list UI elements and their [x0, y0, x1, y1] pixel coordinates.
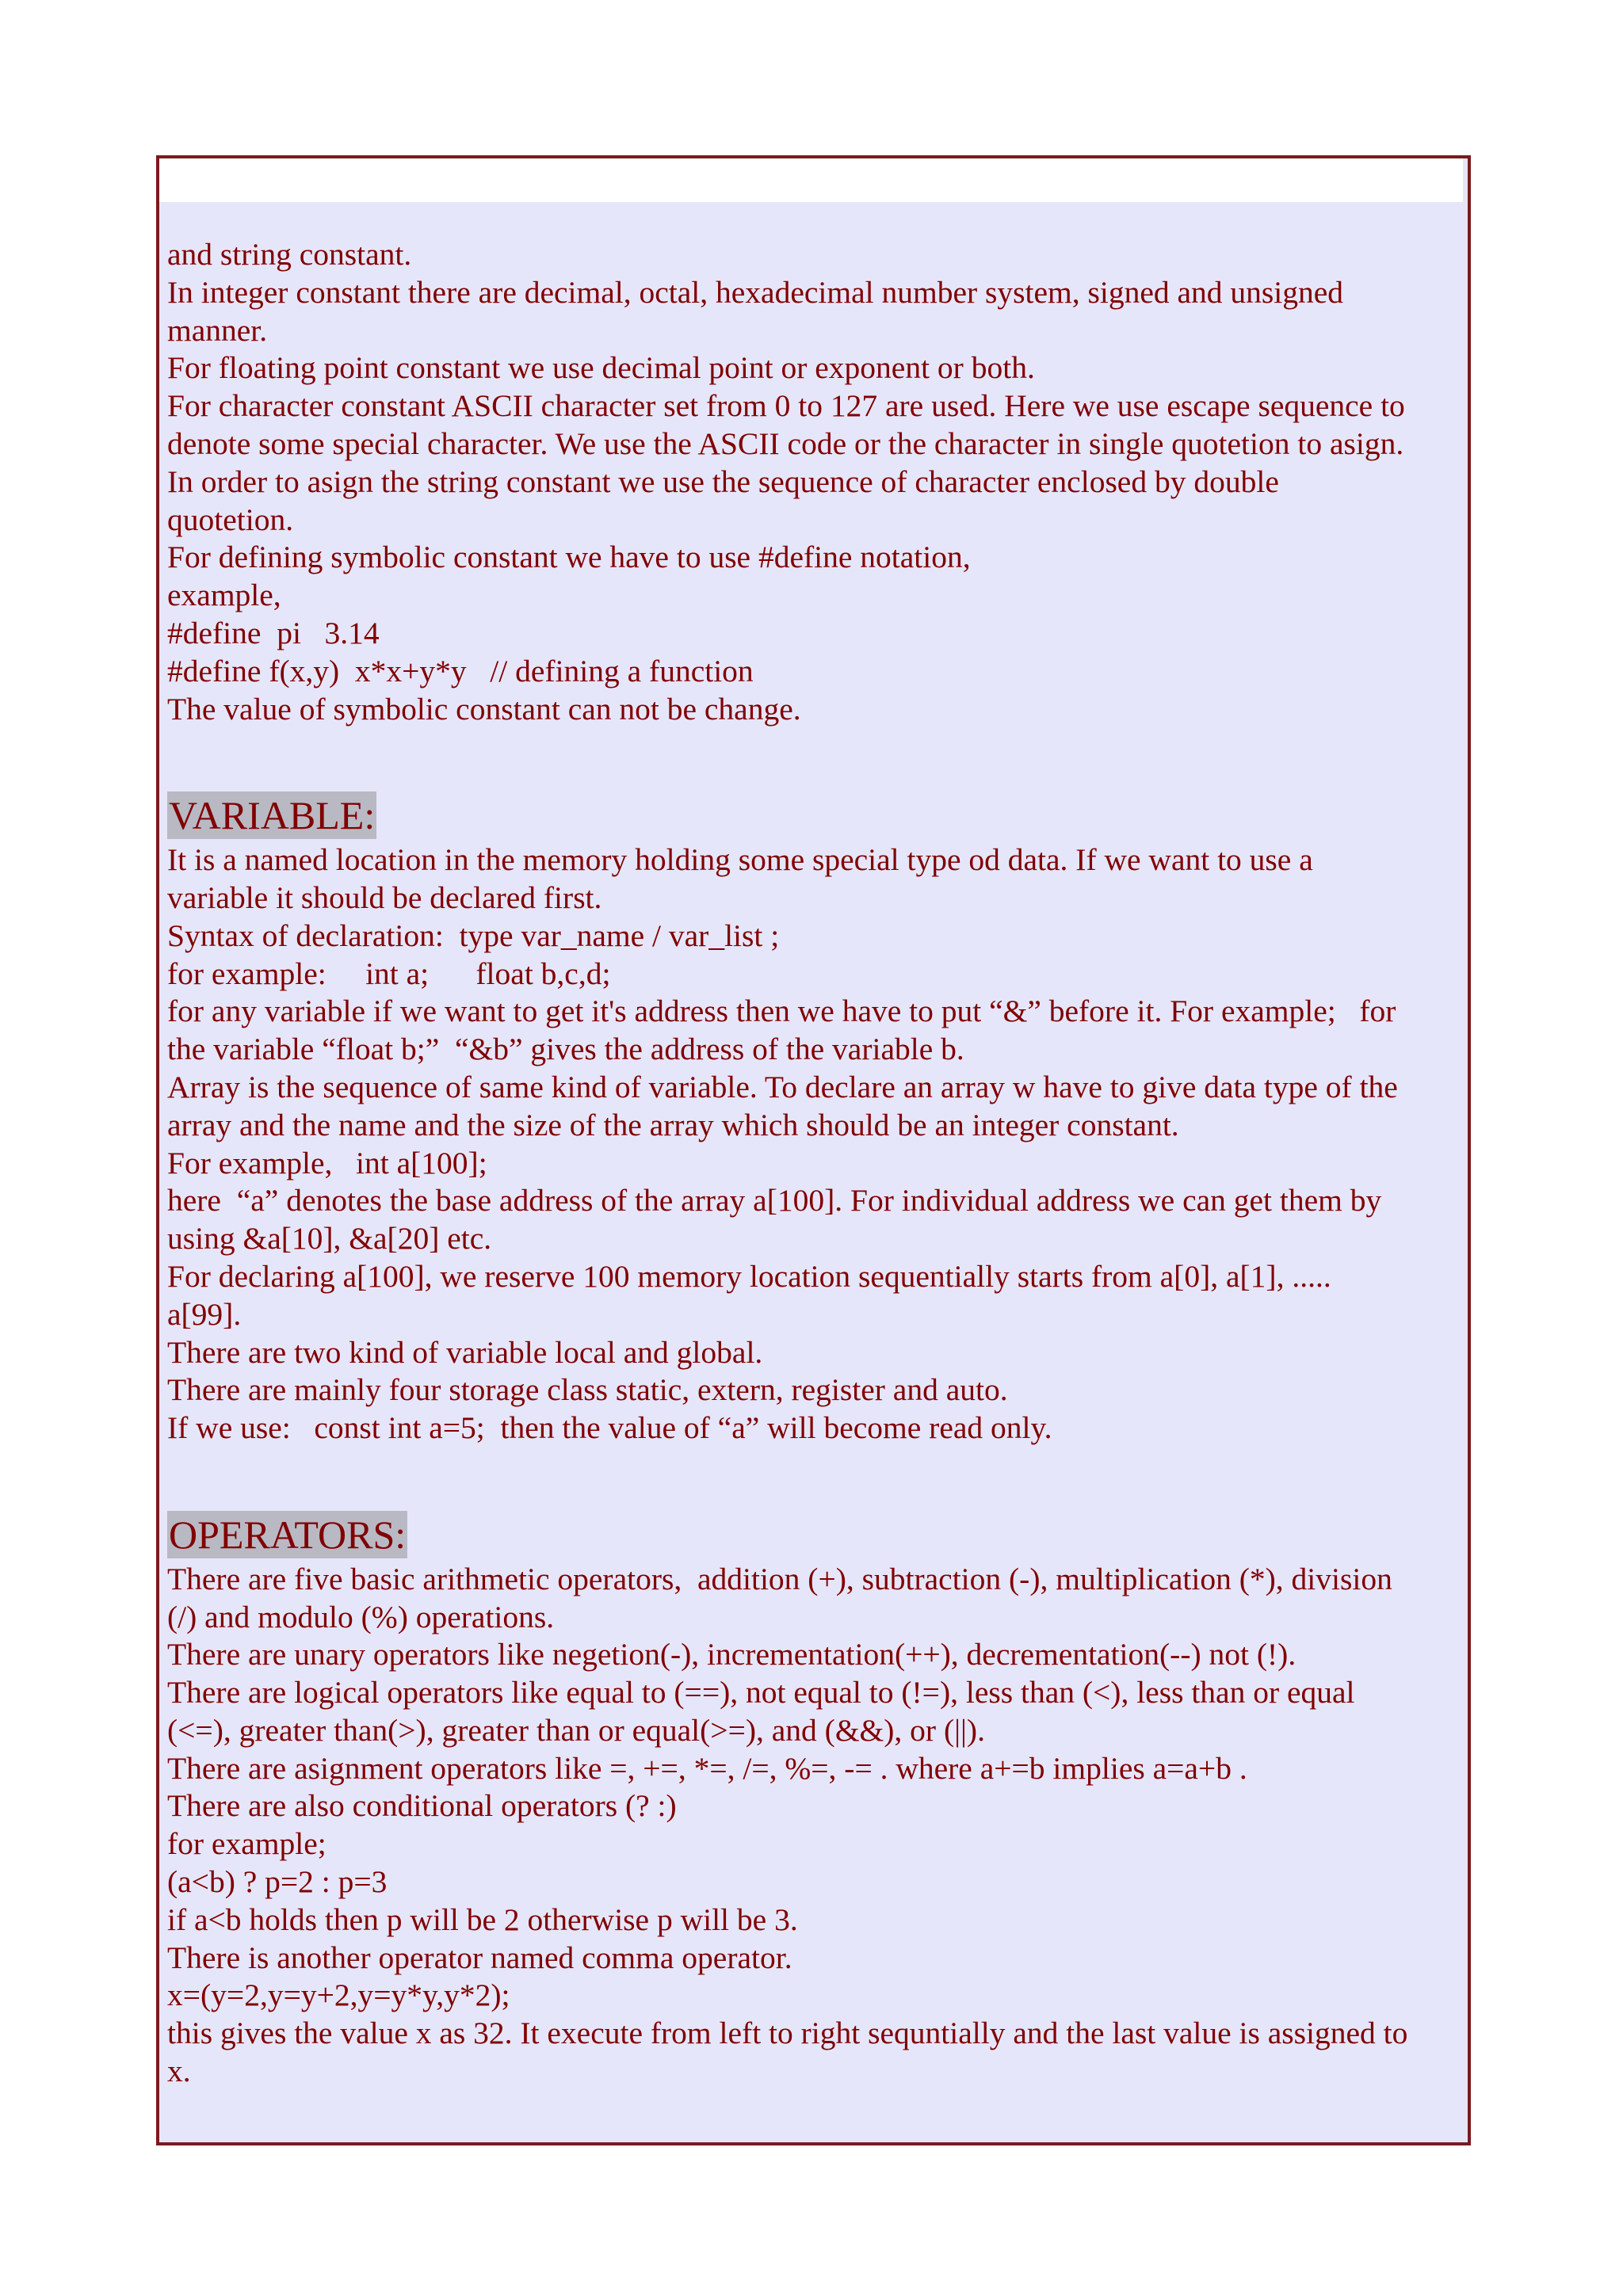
header-strip — [159, 158, 1463, 202]
text-line: array and the name and the size of the array which should be an integer constant. — [167, 1107, 1179, 1142]
text-line: a[99]. — [167, 1296, 242, 1332]
blank-line — [167, 1486, 1465, 1509]
text-line: example, — [167, 578, 281, 613]
blank-line — [167, 728, 1465, 766]
text-line: variable it should be declared first. — [167, 879, 602, 915]
text-line: For declaring a[100], we reserve 100 memory location sequentially starts from a[0], a[1], ..... — [167, 1258, 1331, 1294]
intro-section — [167, 236, 1465, 728]
section-heading-variable: VARIABLE: — [169, 793, 376, 838]
text-line: x. — [167, 2054, 191, 2089]
text-line: (/) and modulo (%) operations. — [167, 1599, 555, 1634]
text-line: (<=), greater than(>), greater than or equal(>=), and (&&), or (||). — [167, 1712, 985, 1748]
text-line: Array is the sequence of same kind of variable. To declare an array w have to give data type of the — [167, 1069, 1398, 1104]
text-line: manner. — [167, 312, 268, 348]
text-line: There are two kind of variable local and global. — [167, 1334, 763, 1370]
text-line: In order to asign the string constant we use the sequence of character enclosed by double — [167, 463, 1279, 499]
text-line: for example; — [167, 1826, 327, 1862]
text-line: For defining symbolic constant we have to use #define notation, — [167, 540, 971, 575]
code-line: x=(y=2,y=y+2,y=y*y,y*2); — [167, 1978, 510, 2013]
operators-section — [167, 1509, 1465, 2091]
text-line: There are asignment operators like =, +=, *=, /=, %=, -= . where a+=b implies a=a+b . — [167, 1750, 1247, 1786]
page-frame — [156, 155, 1471, 2145]
code-line: #define pi 3.14 — [167, 615, 380, 650]
text-line: Syntax of declaration: type var_name / var_list ; — [167, 917, 780, 953]
text-line: for example: int a; float b,c,d; — [167, 955, 611, 991]
blank-line — [167, 766, 1465, 790]
text-line: If we use: const int a=5; then the value of “a” will become read only. — [167, 1410, 1052, 1446]
text-line: denote some special character. We use the ASCII code or the character in single quotetion to asign. — [167, 425, 1404, 461]
text-line: The value of symbolic constant can not be change. — [167, 691, 801, 727]
text-line: using &a[10], &a[20] etc. — [167, 1221, 492, 1257]
text-line: In integer constant there are decimal, octal, hexadecimal number system, signed and unsigned — [167, 274, 1344, 310]
document-body — [167, 236, 1465, 2091]
text-line: For character constant ASCII character set from 0 to 127 are used. Here we use escape sequence to — [167, 388, 1405, 424]
text-line: quotetion. — [167, 502, 294, 537]
section-heading-operators: OPERATORS: — [169, 1512, 407, 1557]
text-line: There are logical operators like equal to (==), not equal to (!=), less than (<), less than or equal — [167, 1675, 1355, 1711]
text-line: For example, int a[100]; — [167, 1145, 487, 1180]
text-line: There are also conditional operators (? :) — [167, 1788, 677, 1824]
text-line: if a<b holds then p will be 2 otherwise p will be 3. — [167, 1901, 798, 1937]
text-line: It is a named location in the memory holding some special type od data. If we want to use a — [167, 842, 1313, 878]
text-line: the variable “float b;” “&b” gives the address of the variable b. — [167, 1032, 964, 1067]
text-line: for any variable if we want to get it's address then we have to put “&” before it. For example; for — [167, 994, 1396, 1029]
code-line: (a<b) ? p=2 : p=3 — [167, 1864, 388, 1900]
text-line: There are mainly four storage class static, extern, register and auto. — [167, 1372, 1008, 1408]
code-line: #define f(x,y) x*x+y*y // defining a function — [167, 653, 754, 688]
variable-section — [167, 790, 1465, 1447]
text-line: For floating point constant we use decimal point or exponent or both. — [167, 350, 1035, 386]
text-line: There are unary operators like negetion(-), incrementation(++), decrementation(--) not (!). — [167, 1637, 1296, 1672]
text-line: There is another operator named comma operator. — [167, 1939, 792, 1975]
text-line: here “a” denotes the base address of the array a[100]. For individual address we can get them by — [167, 1183, 1382, 1219]
text-line: this gives the value x as 32. It execute from left to right sequntially and the last value is assigned to — [167, 2016, 1408, 2051]
blank-line — [167, 1447, 1465, 1486]
text-line: There are five basic arithmetic operators, addition (+), subtraction (-), multiplication (*), division — [167, 1561, 1392, 1596]
text-line: and string constant. — [167, 237, 412, 272]
